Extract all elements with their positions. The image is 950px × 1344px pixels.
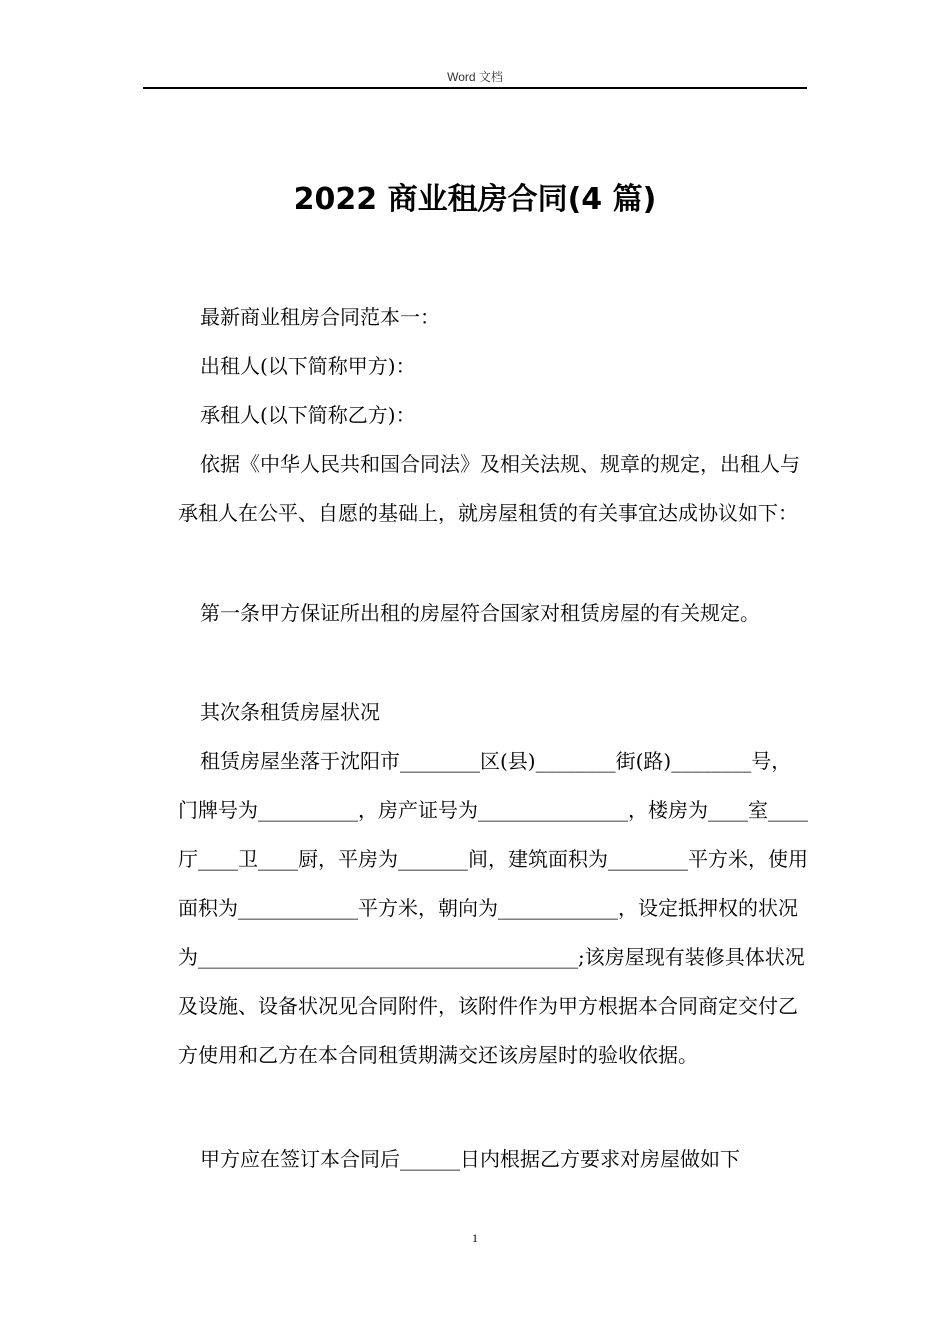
paragraph-article-1: 第一条甲方保证所出租的房屋符合国家对租赁房屋的有关规定。 xyxy=(200,601,760,625)
paragraph-article-2-body: 租赁房屋坐落于沈阳市________区(县)________街(路)________号，门牌号为__________，房产证号为_______________，楼房为____室____厅____卫____厨，平房为_______间，建筑面积为________平方米，使用面积为____________平方米，朝向为____________，设定抵押权的状况为______________________________________;该房屋现有装修具体状况及设施、设备状况见合同附件，该附件作为甲方根据本合同商定交付乙方使用和乙方在本合同租赁期满交还该房屋时的验收依据。 xyxy=(178,749,808,1067)
paragraph-article-2-heading: 其次条租赁房屋状况 xyxy=(200,700,380,724)
paragraph-lessor: 出租人(以下简称甲方)： xyxy=(200,354,416,378)
header-divider xyxy=(143,87,807,89)
paragraph-renovation: 甲方应在签订本合同后______日内根据乙方要求对房屋做如下 xyxy=(200,1147,740,1171)
paragraph-intro: 最新商业租房合同范本一： xyxy=(200,305,440,329)
header-label: Word 文档 xyxy=(447,70,503,84)
paragraph-preamble: 依据《中华人民共和国合同法》及相关法规、规章的规定，出租人与承租人在公平、自愿的基础上，就房屋租赁的有关事宜达成协议如下： xyxy=(178,452,800,525)
paragraph-lessee: 承租人(以下简称乙方)： xyxy=(200,403,416,427)
document-title: 2022 商业租房合同(4 篇) xyxy=(293,182,657,218)
page-number: 1 xyxy=(472,1231,478,1245)
